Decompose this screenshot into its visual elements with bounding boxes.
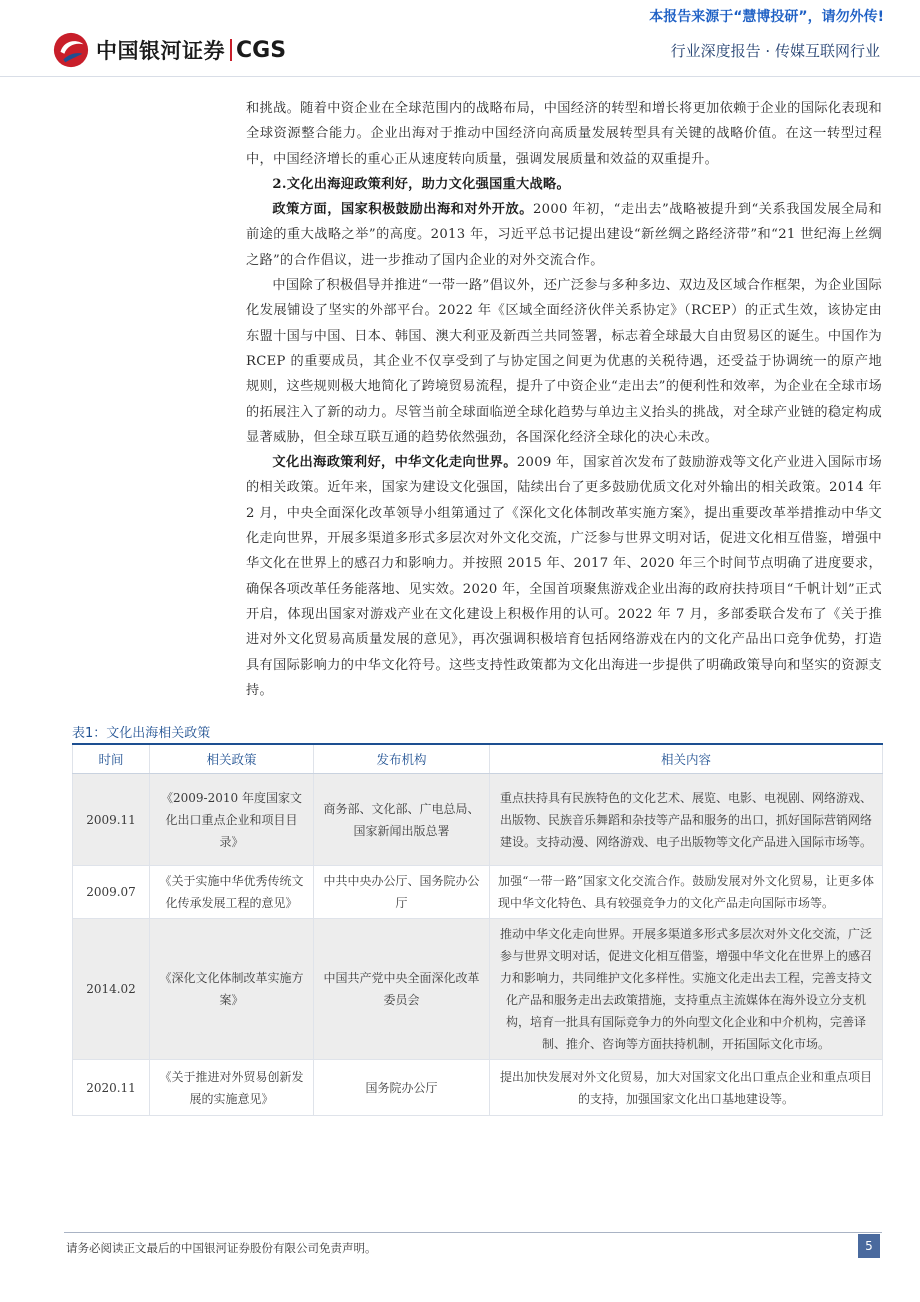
logo-english-name: CGS	[236, 37, 287, 63]
cell-org: 国务院办公厅	[314, 1060, 490, 1116]
column-header: 发布机构	[314, 744, 490, 774]
paragraph-lead: 文化出海政策利好，中华文化走向世界。	[272, 455, 517, 471]
paragraph-body: 2000 年初，“走出去”战略被提升到“关系我国发展全局和前途的重大战略之举”的高度。2013 年，习近平总书记提出建设“新丝绸之路经济带”和“21 世纪海上丝绸之路”的合作倡议，进一步推动了国内企业的对外交流合作。	[246, 202, 882, 268]
report-type: 行业深度报告	[670, 42, 761, 60]
logo-divider	[230, 39, 232, 61]
paragraph-lead: 政策方面，国家积极鼓励出海和对外开放。	[272, 202, 533, 218]
cell-time: 2020.11	[73, 1060, 150, 1116]
paragraph-rcep: 中国除了积极倡导并推进“一带一路”倡议外，还广泛参与多种多边、双边及区域合作框架，为企业国际化发展铺设了坚实的外部平台。2022 年《区域全面经济伙伴关系协定》（RCEP）的正式生效，该协定由东盟十国与中国、日本、韩国、澳大利亚及新西兰共同签署，标志着全球最大自由贸易区的诞生。中国作为 RCEP 的重要成员，其企业不仅享受到了与协定国之间更为优惠的关税待遇，还受益于协调统一的原产地规则，这些规则极大地简化了跨境贸易流程，提升了中资企业“走出去”的便利性和效率，为企业在全球市场的拓展注入了新的动力。尽管当前全球面临逆全球化趋势与单边主义抬头的挑战，对全球产业链的稳定构成显著威胁，但全球互联互通的趋势依然强劲，各国深化经济全球化的决心未改。	[246, 278, 882, 445]
cell-org: 商务部、文化部、广电总局、国家新闻出版总署	[314, 774, 490, 866]
column-header: 相关内容	[490, 744, 883, 774]
cell-policy: 《关于推进对外贸易创新发展的实施意见》	[150, 1060, 314, 1116]
source-notice: 本报告来源于“慧博投研”，请勿外传!	[649, 9, 884, 25]
paragraph-culture	[246, 450, 882, 703]
section-heading: 2.文化出海迎政策利好，助力文化强国重大战略。	[272, 176, 570, 192]
header-dot: ·	[765, 42, 771, 60]
column-header: 时间	[73, 744, 150, 774]
cell-org: 中共中央办公厅、国务院办公厅	[314, 866, 490, 919]
footer-disclaimer: 请务必阅读正文最后的中国银河证券股份有限公司免责声明。	[66, 1241, 377, 1255]
paragraph-body: 2009 年，国家首次发布了鼓励游戏等文化产业进入国际市场的相关政策。近年来，国家为建设文化强国，陆续出台了更多鼓励优质文化对外输出的相关政策。2014 年 2 月，中央全面深化改革领导小组第通过了《深化文化体制改革实施方案》，提出重要改革举措推动中华文化走向世界，开展多渠道多形式多层次对外文化交流，广泛参与世界文明对话，促进文化相互借鉴，增强中华文化在世界上的感召力和影响力。并按照 2015 年、2017 年、2020 年三个时间节点明确了进度要求，确保各项改革任务能落地、见实效。2020 年，全国首项聚焦游戏企业出海的政府扶持项目“千帆计划”正式开启，体现出国家对游戏产业在文化建设上积极作用的认可。2022 年 7 月，多部委联合发布了《关于推进对外文化贸易高质量发展的意见》，再次强调积极培育包括网络游戏在内的文化产品出口竞争优势，打造具有国际影响力的中华文化符号。这些支持性政策都为文化出海进一步提供了明确政策导向和坚实的资源支持。	[246, 455, 882, 698]
table-row	[73, 774, 883, 866]
footer-divider	[64, 1232, 882, 1233]
column-header: 相关政策	[150, 744, 314, 774]
main-text	[246, 96, 882, 703]
cell-time: 2009.07	[73, 866, 150, 919]
table-row	[73, 1060, 883, 1116]
table-caption: 表1：文化出海相关政策	[72, 726, 211, 741]
cell-content: 推动中华文化走向世界。开展多渠道多形式多层次对外文化交流，广泛参与世界文明对话，促进文化相互借鉴，增强中华文化在世界上的感召力和影响力，共同维护文化多样性。实施文化走出去工程，完善支持文化产品和服务走出去政策措施，支持重点主流媒体在海外设立分支机构，培育一批具有国际竞争力的外向型文化企业和中介机构，完善译制、推介、咨询等方面扶持机制，开拓国际文化市场。	[490, 919, 883, 1060]
cell-org: 中国共产党中央全面深化改革委员会	[314, 919, 490, 1060]
table-row	[73, 866, 883, 919]
logo-chinese-name: 中国银河证券	[96, 39, 225, 63]
header-divider	[0, 76, 920, 77]
report-header	[671, 40, 880, 61]
cell-policy: 《深化文化体制改革实施方案》	[150, 919, 314, 1060]
paragraph-intro: 和挑战。随着中资企业在全球范围内的战略布局，中国经济的转型和增长将更加依赖于企业的国际化表现和全球资源整合能力。企业出海对于推动中国经济向高质量发展转型具有关键的战略价值。在这一转型过程中，中国经济增长的重心正从速度转向质量，强调发展质量和效益的双重提升。	[246, 101, 882, 167]
cell-content: 提出加快发展对外文化贸易，加大对国家文化出口重点企业和重点项目的支持，加强国家文化出口基地建设等。	[490, 1060, 883, 1116]
policy-table	[72, 743, 883, 1116]
paragraph-policy	[246, 197, 882, 273]
cell-policy: 《2009-2010 年度国家文化出口重点企业和项目目录》	[150, 774, 314, 866]
cell-content: 重点扶持具有民族特色的文化艺术、展览、电影、电视剧、网络游戏、出版物、民族音乐舞蹈和杂技等产品和服务的出口，抓好国际营销网络建设。支持动漫、网络游戏、电子出版物等文化产品进入国际市场等。	[490, 774, 883, 866]
industry-name: 传媒互联网行业	[774, 42, 880, 60]
cell-time: 2014.02	[73, 919, 150, 1060]
cgs-logo-icon	[52, 31, 90, 69]
table-header-row	[73, 744, 883, 774]
cell-policy: 《关于实施中华优秀传统文化传承发展工程的意见》	[150, 866, 314, 919]
page-number: 5	[858, 1234, 880, 1258]
cell-time: 2009.11	[73, 774, 150, 866]
company-logo	[52, 30, 286, 70]
table-row	[73, 919, 883, 1060]
cell-content: 加强“一带一路”国家文化交流合作。鼓励发展对外文化贸易，让更多体现中华文化特色、具有较强竞争力的文化产品走向国际市场等。	[490, 866, 883, 919]
